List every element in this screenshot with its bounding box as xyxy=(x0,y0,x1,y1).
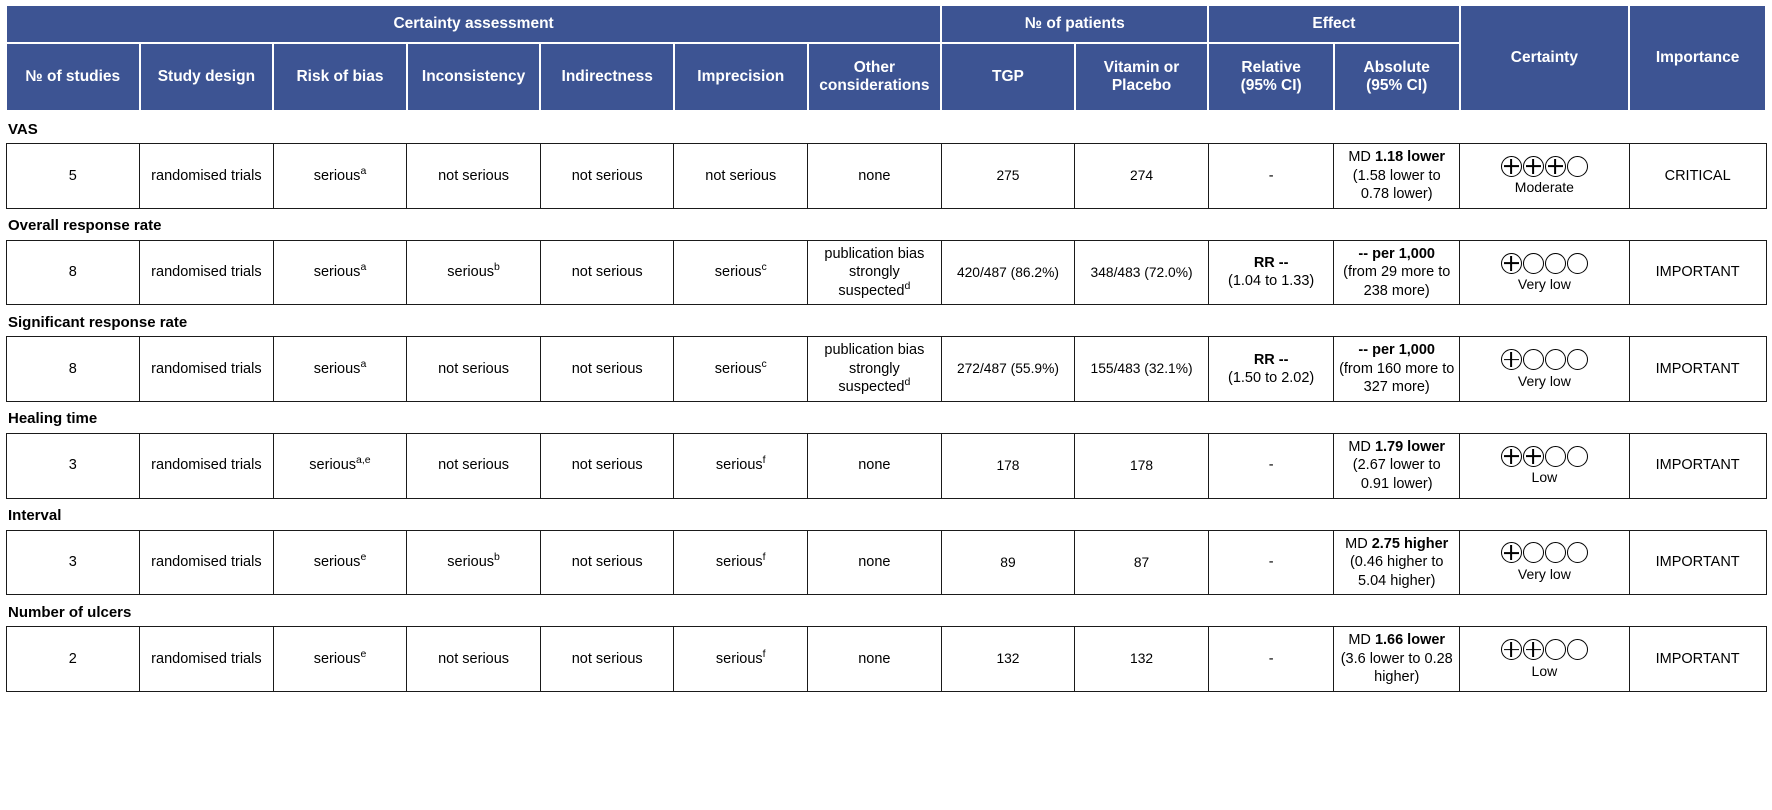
cell-relative-effect: - xyxy=(1208,530,1334,595)
cell-importance: IMPORTANT xyxy=(1629,530,1766,595)
cell-importance: IMPORTANT xyxy=(1629,433,1766,498)
table-row xyxy=(6,627,1766,692)
cell-study-design: randomised trials xyxy=(140,530,274,595)
cell-indirectness: not serious xyxy=(540,530,674,595)
cell-inconsistency: not serious xyxy=(407,627,541,692)
cell-risk-of-bias: serious$^a$ xyxy=(273,337,407,402)
cell-imprecision: not serious xyxy=(674,144,808,209)
header-col-risk-of-bias: Risk of bias xyxy=(273,43,407,111)
cell-relative-effect: - xyxy=(1208,627,1334,692)
plus-circle-icon xyxy=(1501,156,1522,177)
section-title-row xyxy=(6,401,1766,433)
table-row xyxy=(6,337,1766,402)
cell-risk-of-bias: serious$^{a,e}$ xyxy=(273,433,407,498)
cell-imprecision: serious$^c$ xyxy=(674,337,808,402)
section-title: Healing time xyxy=(6,401,1766,433)
empty-circle-icon xyxy=(1545,253,1566,274)
cell-tgp: 178 xyxy=(941,433,1075,498)
cell-inconsistency: not serious xyxy=(407,144,541,209)
cell-inconsistency: not serious xyxy=(407,337,541,402)
table-row xyxy=(6,433,1766,498)
cell-other-considerations: publication bias strongly suspected$^d$ xyxy=(808,337,942,402)
cell-num-studies: 2 xyxy=(6,627,140,692)
cell-vitamin-placebo: 274 xyxy=(1075,144,1209,209)
certainty-circles xyxy=(1463,444,1626,468)
certainty-label: Very low xyxy=(1517,372,1571,389)
header-group-certainty-assessment: Certainty assessment xyxy=(6,5,941,43)
header-col-num-studies: № of studies xyxy=(6,43,140,111)
cell-indirectness: not serious xyxy=(540,240,674,305)
cell-tgp: 132 xyxy=(941,627,1075,692)
cell-study-design: randomised trials xyxy=(140,433,274,498)
table-row xyxy=(6,530,1766,595)
section-title: Overall response rate xyxy=(6,208,1766,240)
empty-circle-icon xyxy=(1567,349,1588,370)
header-col-other-considerations xyxy=(808,43,942,111)
cell-risk-of-bias: serious$^a$ xyxy=(273,144,407,209)
cell-num-studies: 5 xyxy=(6,144,140,209)
header-col-indirectness: Indirectness xyxy=(540,43,674,111)
header-group-effect: Effect xyxy=(1208,5,1459,43)
certainty-label: Very low xyxy=(1517,565,1571,582)
plus-circle-icon xyxy=(1523,446,1544,467)
empty-circle-icon xyxy=(1523,253,1544,274)
certainty-label: Low xyxy=(1531,469,1558,486)
header-col-relative xyxy=(1208,43,1334,111)
cell-num-studies: 3 xyxy=(6,530,140,595)
certainty-circles xyxy=(1463,251,1626,275)
header-col-vitamin-placebo xyxy=(1075,43,1209,111)
certainty-circles xyxy=(1463,154,1626,178)
empty-circle-icon xyxy=(1567,542,1588,563)
section-title: Significant response rate xyxy=(6,305,1766,337)
section-title-row xyxy=(6,595,1766,627)
grade-table xyxy=(5,4,1767,692)
header-col-absolute-line2: (95% CI) xyxy=(1366,77,1428,94)
cell-risk-of-bias: serious$^a$ xyxy=(273,240,407,305)
certainty-label: Moderate xyxy=(1514,179,1574,196)
cell-relative-effect: - xyxy=(1208,144,1334,209)
header-col-absolute xyxy=(1334,43,1460,111)
cell-tgp: 420/487 (86.2%) xyxy=(941,240,1075,305)
cell-certainty xyxy=(1460,627,1630,692)
cell-risk-of-bias: serious$^e$ xyxy=(273,530,407,595)
section-title-row xyxy=(6,498,1766,530)
table-header xyxy=(6,5,1766,111)
empty-circle-icon xyxy=(1523,542,1544,563)
cell-inconsistency: serious$^b$ xyxy=(407,530,541,595)
cell-imprecision: serious$^c$ xyxy=(674,240,808,305)
cell-vitamin-placebo: 155/483 (32.1%) xyxy=(1075,337,1209,402)
header-col-relative-line1: Relative xyxy=(1241,59,1301,77)
plus-circle-icon xyxy=(1545,156,1566,177)
header-col-tgp: TGP xyxy=(941,43,1075,111)
cell-tgp: 89 xyxy=(941,530,1075,595)
cell-num-studies: 8 xyxy=(6,240,140,305)
plus-circle-icon xyxy=(1501,542,1522,563)
cell-certainty xyxy=(1460,433,1630,498)
cell-indirectness: not serious xyxy=(540,627,674,692)
empty-circle-icon xyxy=(1567,639,1588,660)
certainty-circles xyxy=(1463,541,1626,565)
cell-importance: IMPORTANT xyxy=(1629,240,1766,305)
plus-circle-icon xyxy=(1501,349,1522,370)
cell-absolute-effect: MD 1.18 lower (1.58 lower to 0.78 lower) xyxy=(1334,144,1460,209)
cell-relative-effect: RR -- (1.04 to 1.33) xyxy=(1208,240,1334,305)
cell-tgp: 275 xyxy=(941,144,1075,209)
cell-other-considerations: none xyxy=(808,433,942,498)
cell-other-considerations: none xyxy=(808,627,942,692)
plus-circle-icon xyxy=(1501,253,1522,274)
cell-relative-effect: - xyxy=(1208,433,1334,498)
plus-circle-icon xyxy=(1501,446,1522,467)
cell-absolute-effect: -- per 1,000 (from 160 more to 327 more) xyxy=(1334,337,1460,402)
section-title-row xyxy=(6,111,1766,144)
table-row xyxy=(6,240,1766,305)
cell-vitamin-placebo: 132 xyxy=(1075,627,1209,692)
certainty-circles xyxy=(1463,638,1626,662)
header-col-study-design: Study design xyxy=(140,43,274,111)
certainty-circles xyxy=(1463,348,1626,372)
header-col-vitamin-line1: Vitamin or xyxy=(1103,59,1180,77)
empty-circle-icon xyxy=(1545,446,1566,467)
header-col-absolute-line1: Absolute xyxy=(1363,59,1430,77)
cell-study-design: randomised trials xyxy=(140,144,274,209)
certainty-label: Low xyxy=(1531,662,1558,679)
section-title-row xyxy=(6,305,1766,337)
cell-other-considerations: none xyxy=(808,144,942,209)
section-title: VAS xyxy=(6,111,1766,144)
cell-study-design: randomised trials xyxy=(140,240,274,305)
cell-certainty xyxy=(1460,337,1630,402)
cell-vitamin-placebo: 348/483 (72.0%) xyxy=(1075,240,1209,305)
section-title-row xyxy=(6,208,1766,240)
header-col-relative-line2: (95% CI) xyxy=(1240,77,1302,94)
cell-certainty xyxy=(1460,144,1630,209)
cell-risk-of-bias: serious$^e$ xyxy=(273,627,407,692)
section-title: Number of ulcers xyxy=(6,595,1766,627)
cell-absolute-effect: MD 1.66 lower (3.6 lower to 0.28 higher) xyxy=(1334,627,1460,692)
plus-circle-icon xyxy=(1523,639,1544,660)
cell-study-design: randomised trials xyxy=(140,337,274,402)
cell-relative-effect: RR -- (1.50 to 2.02) xyxy=(1208,337,1334,402)
cell-indirectness: not serious xyxy=(540,337,674,402)
table-body xyxy=(6,111,1766,691)
empty-circle-icon xyxy=(1545,349,1566,370)
header-col-certainty: Certainty xyxy=(1460,5,1630,111)
plus-circle-icon xyxy=(1501,639,1522,660)
cell-num-studies: 3 xyxy=(6,433,140,498)
empty-circle-icon xyxy=(1545,542,1566,563)
section-title: Interval xyxy=(6,498,1766,530)
cell-certainty xyxy=(1460,240,1630,305)
cell-importance: IMPORTANT xyxy=(1629,627,1766,692)
cell-certainty xyxy=(1460,530,1630,595)
header-col-vitamin-line2: Placebo xyxy=(1111,77,1172,94)
cell-indirectness: not serious xyxy=(540,144,674,209)
cell-indirectness: not serious xyxy=(540,433,674,498)
empty-circle-icon xyxy=(1545,639,1566,660)
cell-importance: CRITICAL xyxy=(1629,144,1766,209)
table-row xyxy=(6,144,1766,209)
cell-absolute-effect: MD 2.75 higher (0.46 higher to 5.04 higher) xyxy=(1334,530,1460,595)
cell-tgp: 272/487 (55.9%) xyxy=(941,337,1075,402)
header-col-other-line1: Other xyxy=(853,59,896,77)
plus-circle-icon xyxy=(1523,156,1544,177)
cell-vitamin-placebo: 87 xyxy=(1075,530,1209,595)
header-col-importance: Importance xyxy=(1629,5,1766,111)
header-group-row xyxy=(6,5,1766,43)
cell-vitamin-placebo: 178 xyxy=(1075,433,1209,498)
cell-imprecision: serious$^f$ xyxy=(674,433,808,498)
cell-study-design: randomised trials xyxy=(140,627,274,692)
empty-circle-icon xyxy=(1567,156,1588,177)
cell-importance: IMPORTANT xyxy=(1629,337,1766,402)
cell-num-studies: 8 xyxy=(6,337,140,402)
header-col-imprecision: Imprecision xyxy=(674,43,808,111)
empty-circle-icon xyxy=(1567,253,1588,274)
cell-absolute-effect: -- per 1,000 (from 29 more to 238 more) xyxy=(1334,240,1460,305)
cell-imprecision: serious$^f$ xyxy=(674,530,808,595)
header-col-other-line2: considerations xyxy=(819,77,930,94)
cell-inconsistency: not serious xyxy=(407,433,541,498)
certainty-label: Very low xyxy=(1517,276,1571,292)
header-col-inconsistency: Inconsistency xyxy=(407,43,541,111)
header-group-patients: № of patients xyxy=(941,5,1208,43)
cell-imprecision: serious$^f$ xyxy=(674,627,808,692)
empty-circle-icon xyxy=(1567,446,1588,467)
cell-other-considerations: publication bias strongly suspected$^d$ xyxy=(808,240,942,305)
cell-absolute-effect: MD 1.79 lower (2.67 lower to 0.91 lower) xyxy=(1334,433,1460,498)
empty-circle-icon xyxy=(1523,349,1544,370)
cell-other-considerations: none xyxy=(808,530,942,595)
cell-inconsistency: serious$^b$ xyxy=(407,240,541,305)
